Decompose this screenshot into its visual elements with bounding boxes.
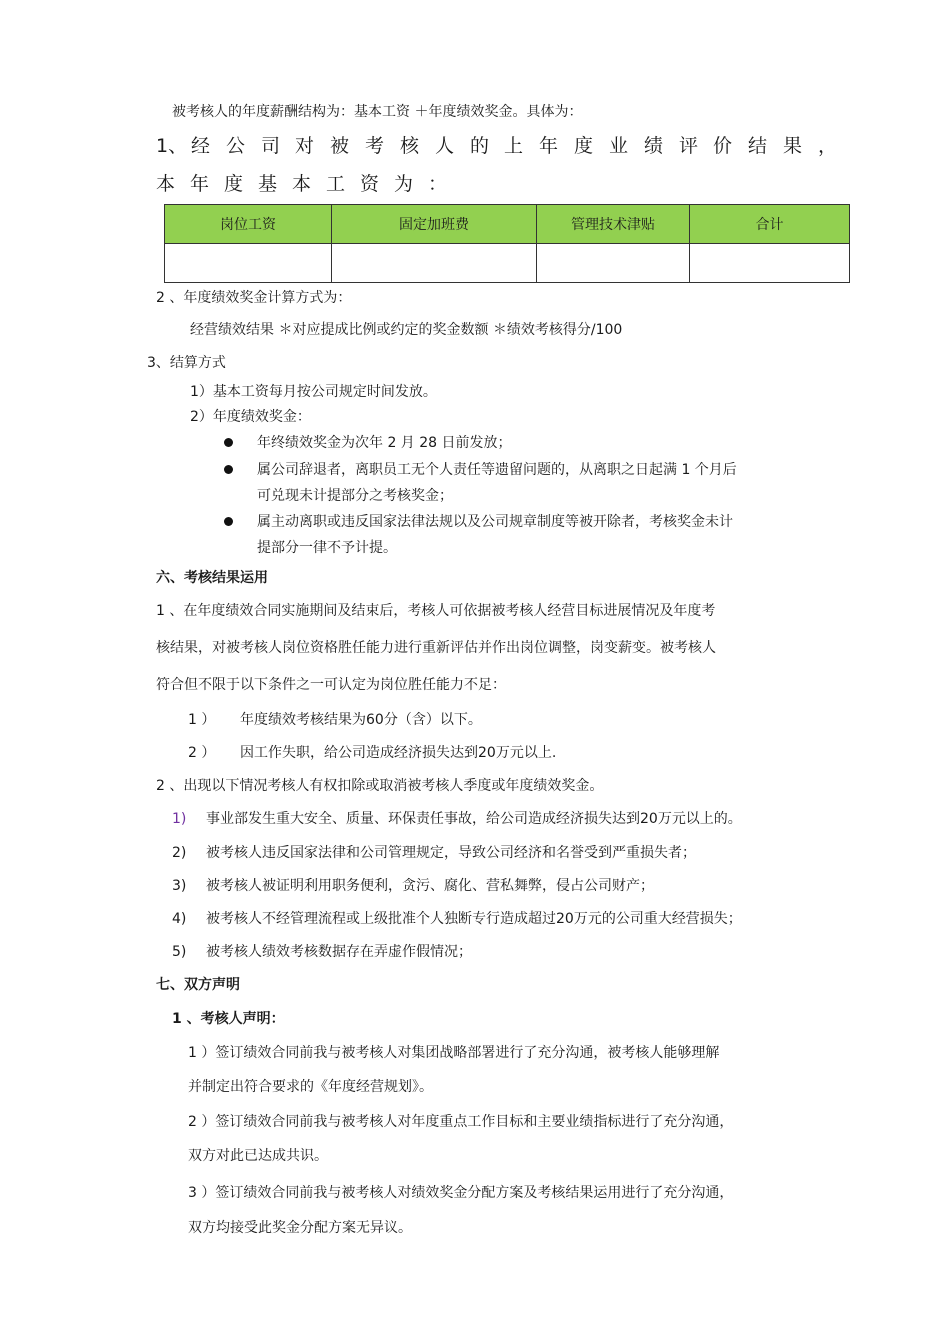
spaced-char: 结 xyxy=(748,135,768,157)
statement-1-line-1: 1 ）签订绩效合同前我与被考核人对集团战略部署进行了充分沟通，被考核人能够理解 xyxy=(188,1045,720,1061)
section6-p2-title: 2 、出现以下情况考核人有权扣除或取消被考核人季度或年度绩效奖金。 xyxy=(156,778,604,794)
spaced-char: 为 xyxy=(394,173,414,195)
spaced-char: 评 xyxy=(679,135,699,157)
statement-3-line-1: 3 ）签订绩效合同前我与被考核人对绩效奖金分配方案及考核结果运用进行了充分沟通， xyxy=(188,1185,734,1201)
spaced-char: 工 xyxy=(326,173,346,195)
item3-sub1: 1）基本工资每月按公司规定时间发放。 xyxy=(190,384,437,400)
spaced-char: 人 xyxy=(435,135,455,157)
statement-3-line-2: 双方均接受此奖金分配方案无异议。 xyxy=(188,1220,412,1236)
section6-p1-item-2-num: 2 ） xyxy=(188,745,216,761)
section7-subtitle: 1 、考核人声明： xyxy=(172,1011,285,1027)
salary-table-row xyxy=(165,244,850,283)
spaced-char: 度 xyxy=(224,173,244,195)
section6-p2-item-4-text: 被考核人不经管理流程或上级批准个人独断专行造成超过20万元的公司重大经营损失； xyxy=(206,911,742,927)
section6-p1-item-1-text: 年度绩效考核结果为60分（含）以下。 xyxy=(240,712,482,728)
spaced-char: 果 xyxy=(783,135,803,157)
spaced-char: 年 xyxy=(539,135,559,157)
cell-fixed-overtime[interactable] xyxy=(332,244,537,283)
salary-table xyxy=(164,204,850,283)
bullet-3-line-1: 属主动离职或违反国家法律法规以及公司规章制度等被开除者，考核奖金未计 xyxy=(257,514,733,530)
spaced-char: 1、 xyxy=(156,135,188,157)
bullet-icon xyxy=(224,438,233,447)
spaced-char: 绩 xyxy=(644,135,664,157)
spaced-char: 基 xyxy=(258,173,278,195)
statement-2-line-1: 2 ）签订绩效合同前我与被考核人对年度重点工作目标和主要业绩指标进行了充分沟通， xyxy=(188,1114,734,1130)
spaced-char: 核 xyxy=(400,135,420,157)
spaced-char: 司 xyxy=(261,135,281,157)
section6-title: 六、考核结果运用 xyxy=(156,570,268,586)
header-management-allowance: 管理技术津贴 xyxy=(537,205,690,244)
section6-p2-item-2-num: 2) xyxy=(172,845,187,861)
item1-line2 xyxy=(156,172,446,196)
header-total: 合计 xyxy=(690,205,850,244)
section6-p2-item-5-num: 5) xyxy=(172,944,187,960)
spaced-char: 上 xyxy=(504,135,524,157)
salary-table-header-row xyxy=(165,205,850,244)
item3-sub2: 2）年度绩效奖金： xyxy=(190,409,311,425)
spaced-char: 的 xyxy=(470,135,490,157)
section6-p2-item-5-text: 被考核人绩效考核数据存在弄虚作假情况； xyxy=(206,944,472,960)
spaced-char: 被 xyxy=(330,135,350,157)
spaced-char: 经 xyxy=(191,135,211,157)
cell-total[interactable] xyxy=(690,244,850,283)
section6-p1-item-1-num: 1 ） xyxy=(188,712,216,728)
section7-title: 七、双方声明 xyxy=(156,977,240,993)
section6-p1-line-1: 1 、在年度绩效合同实施期间及结束后，考核人可依据被考核人经营目标进展情况及年度考 xyxy=(156,603,716,619)
section6-p1-line-3: 符合但不限于以下条件之一可认定为岗位胜任能力不足： xyxy=(156,677,506,693)
spaced-char: 资 xyxy=(360,173,380,195)
spaced-char: 考 xyxy=(365,135,385,157)
section6-p2-item-3-num: 3) xyxy=(172,878,187,894)
statement-1-line-2: 并制定出符合要求的《年度经营规划》。 xyxy=(188,1079,433,1095)
bullet-icon xyxy=(224,517,233,526)
bullet-3-line-2: 提部分一律不予计提。 xyxy=(257,540,397,556)
spaced-char: 对 xyxy=(295,135,315,157)
section6-p2-item-1-num: 1) xyxy=(172,811,187,827)
bullet-2-line-2: 可兑现未计提部分之考核奖金； xyxy=(257,488,453,504)
intro-line: 被考核人的年度薪酬结构为：基本工资 ＋年度绩效奖金。具体为： xyxy=(172,104,583,120)
section6-p1-item-2-text: 因工作失职，给公司造成经济损失达到20万元以上. xyxy=(240,745,557,761)
spaced-char: 度 xyxy=(574,135,594,157)
header-post-salary: 岗位工资 xyxy=(165,205,332,244)
section6-p1-line-2: 核结果，对被考核人岗位资格胜任能力进行重新评估并作出岗位调整，岗变薪变。被考核人 xyxy=(156,640,716,656)
spaced-char: 价 xyxy=(713,135,733,157)
section6-p2-item-2-text: 被考核人违反国家法律和公司管理规定，导致公司经济和名誉受到严重损失者； xyxy=(206,845,696,861)
section6-p2-item-1-text: 事业部发生重大安全、质量、环保责任事故，给公司造成经济损失达到20万元以上的。 xyxy=(206,811,742,827)
spaced-char: ： xyxy=(428,173,448,195)
statement-2-line-2: 双方对此已达成共识。 xyxy=(188,1148,328,1164)
spaced-char: 本 xyxy=(156,173,176,195)
header-fixed-overtime: 固定加班费 xyxy=(332,205,537,244)
spaced-char: 公 xyxy=(226,135,246,157)
bullet-2-line-1: 属公司辞退者，离职员工无个人责任等遗留问题的，从离职之日起满 1 个月后 xyxy=(257,462,737,478)
item2-title: 2 、年度绩效奖金计算方式为： xyxy=(156,290,352,306)
item1-line1 xyxy=(156,134,836,158)
bullet-1-line-1: 年终绩效奖金为次年 2 月 28 日前发放； xyxy=(257,435,512,451)
spaced-char: 本 xyxy=(292,173,312,195)
spaced-char: 年 xyxy=(190,173,210,195)
section6-p2-item-3-text: 被考核人被证明利用职务便利，贪污、腐化、营私舞弊，侵占公司财产； xyxy=(206,878,654,894)
cell-management-allowance[interactable] xyxy=(537,244,690,283)
spaced-char: ， xyxy=(818,135,838,157)
cell-post-salary[interactable] xyxy=(165,244,332,283)
section6-p2-item-4-num: 4) xyxy=(172,911,187,927)
item2-formula: 经营绩效结果 ＊对应提成比例或约定的奖金数额 ＊绩效考核得分/100 xyxy=(190,322,623,338)
bullet-icon xyxy=(224,465,233,474)
item3-title: 3、结算方式 xyxy=(147,355,226,371)
spaced-char: 业 xyxy=(609,135,629,157)
